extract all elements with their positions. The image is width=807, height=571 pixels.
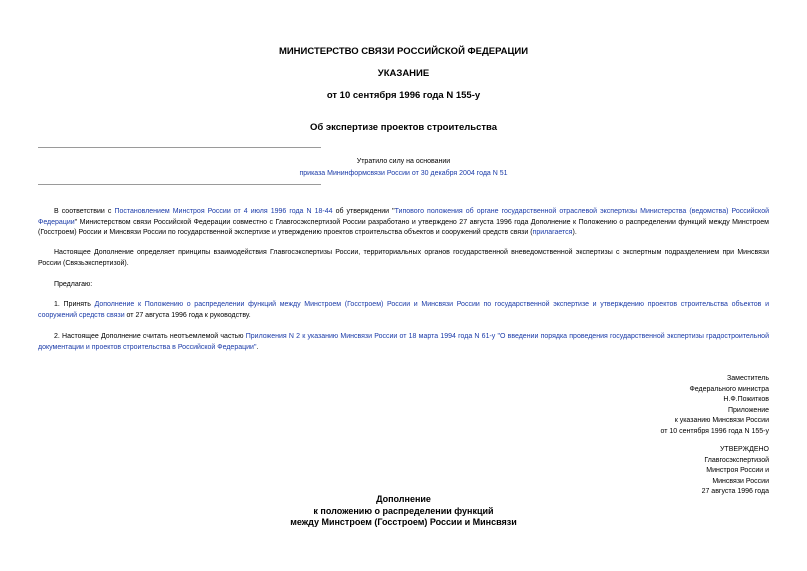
divider-top <box>38 147 321 148</box>
paragraph-4: 1. Принять Дополнение к Положению о распределении функций между Минстроем (Госстроем) России и Минсвязи России по государственной экспертизе и утверждению проектов строительства объектов и сооружений средств связи от 27 августа 1996 года к руководству. <box>38 301 769 319</box>
paragraph-2: Настоящее Дополнение определяет принципы взаимодействия Главгосэкспертизы России, территориальных органов государственной вневедомственной экспертизы с экспертным подразделением при Минсвязи России (Связьэкспертизой). <box>38 249 769 267</box>
link-dopolnenie[interactable]: Дополнение к Положению о распределении функций между Минстроем (Госстроем) России и Минсвязи России по государственной экспертизе и утверждению проектов строительства объектов и сооружений средств связи <box>38 301 769 319</box>
document-date-number: от 10 сентября 1996 года N 155-у <box>326 90 481 101</box>
paragraph-1: В соответствии с Постановлением Минстроя России от 4 июля 1996 года N 18-44 об утверждении "Типового положения об органе государственной отраслевой экспертизы Министерства (ведомства) Российской Федерации" Министерством связи Российской Федерации совместно с Главгосэкспертизой России разработано и утверждено 27 августа 1996 года Дополнение к Положению о распределении функций между Минстроем (Госстроем) России и Минсвязи России по государственной экспертизе и утверждению проектов строительства объектов и сооружений средств связи (прилагается). <box>38 208 769 236</box>
link-postanovlenie[interactable]: Постановлением Минстроя России от 4 июля 1996 года N 18-44 <box>114 208 333 215</box>
ministry-heading: МИНИСТЕРСТВО СВЯЗИ РОССИЙСКОЙ ФЕДЕРАЦИИ <box>278 46 529 57</box>
status-line: Утратило силу на основании <box>356 158 451 165</box>
document-type: УКАЗАНИЕ <box>377 68 430 79</box>
approval-block: УТВЕРЖДЕНО Главгосэкспертизой Минстроя России и Минсвязи России 27 августа 1996 года <box>701 446 769 495</box>
signature-block: Заместитель Федерального министра Н.Ф.Пожитков Приложение к указанию Минсвязи России от 10 сентября 1996 года N 155-у <box>660 375 769 435</box>
document-title: Об экспертизе проектов строительства <box>309 122 498 133</box>
divider-bottom <box>38 184 321 185</box>
paragraph-5: 2. Настоящее Дополнение считать неотъемлемой частью Приложения N 2 к указанию Минсвязи России от 18 марта 1994 года N 61-у "О введении порядка проведения государственной экспертизы градостроительной документации и проектов строительства в Российской Федерации". <box>38 333 769 351</box>
link-prilagaetsya[interactable]: прилагается <box>532 229 573 236</box>
link-tipovoe-polozhenie[interactable]: Типового положения об органе государственной отраслевой экспертизы Министерства (ведомства) Российской Федерации <box>38 208 769 226</box>
paragraph-3: Предлагаю: <box>54 281 93 288</box>
appendix-title: Дополнение к положению о распределении функций между Минстроем (Госстроем) России и Минсвязи <box>290 494 517 527</box>
status-link[interactable]: приказа Мининформсвязи России от 30 декабря 2004 года N 51 <box>299 170 508 177</box>
link-prilozhenie-2[interactable]: Приложения N 2 к указанию Минсвязи России от 18 марта 1994 года N 61-у "О введении порядка проведения государственной экспертизы градостроительной документации и проектов строительства в Российской Федерации" <box>38 333 769 351</box>
